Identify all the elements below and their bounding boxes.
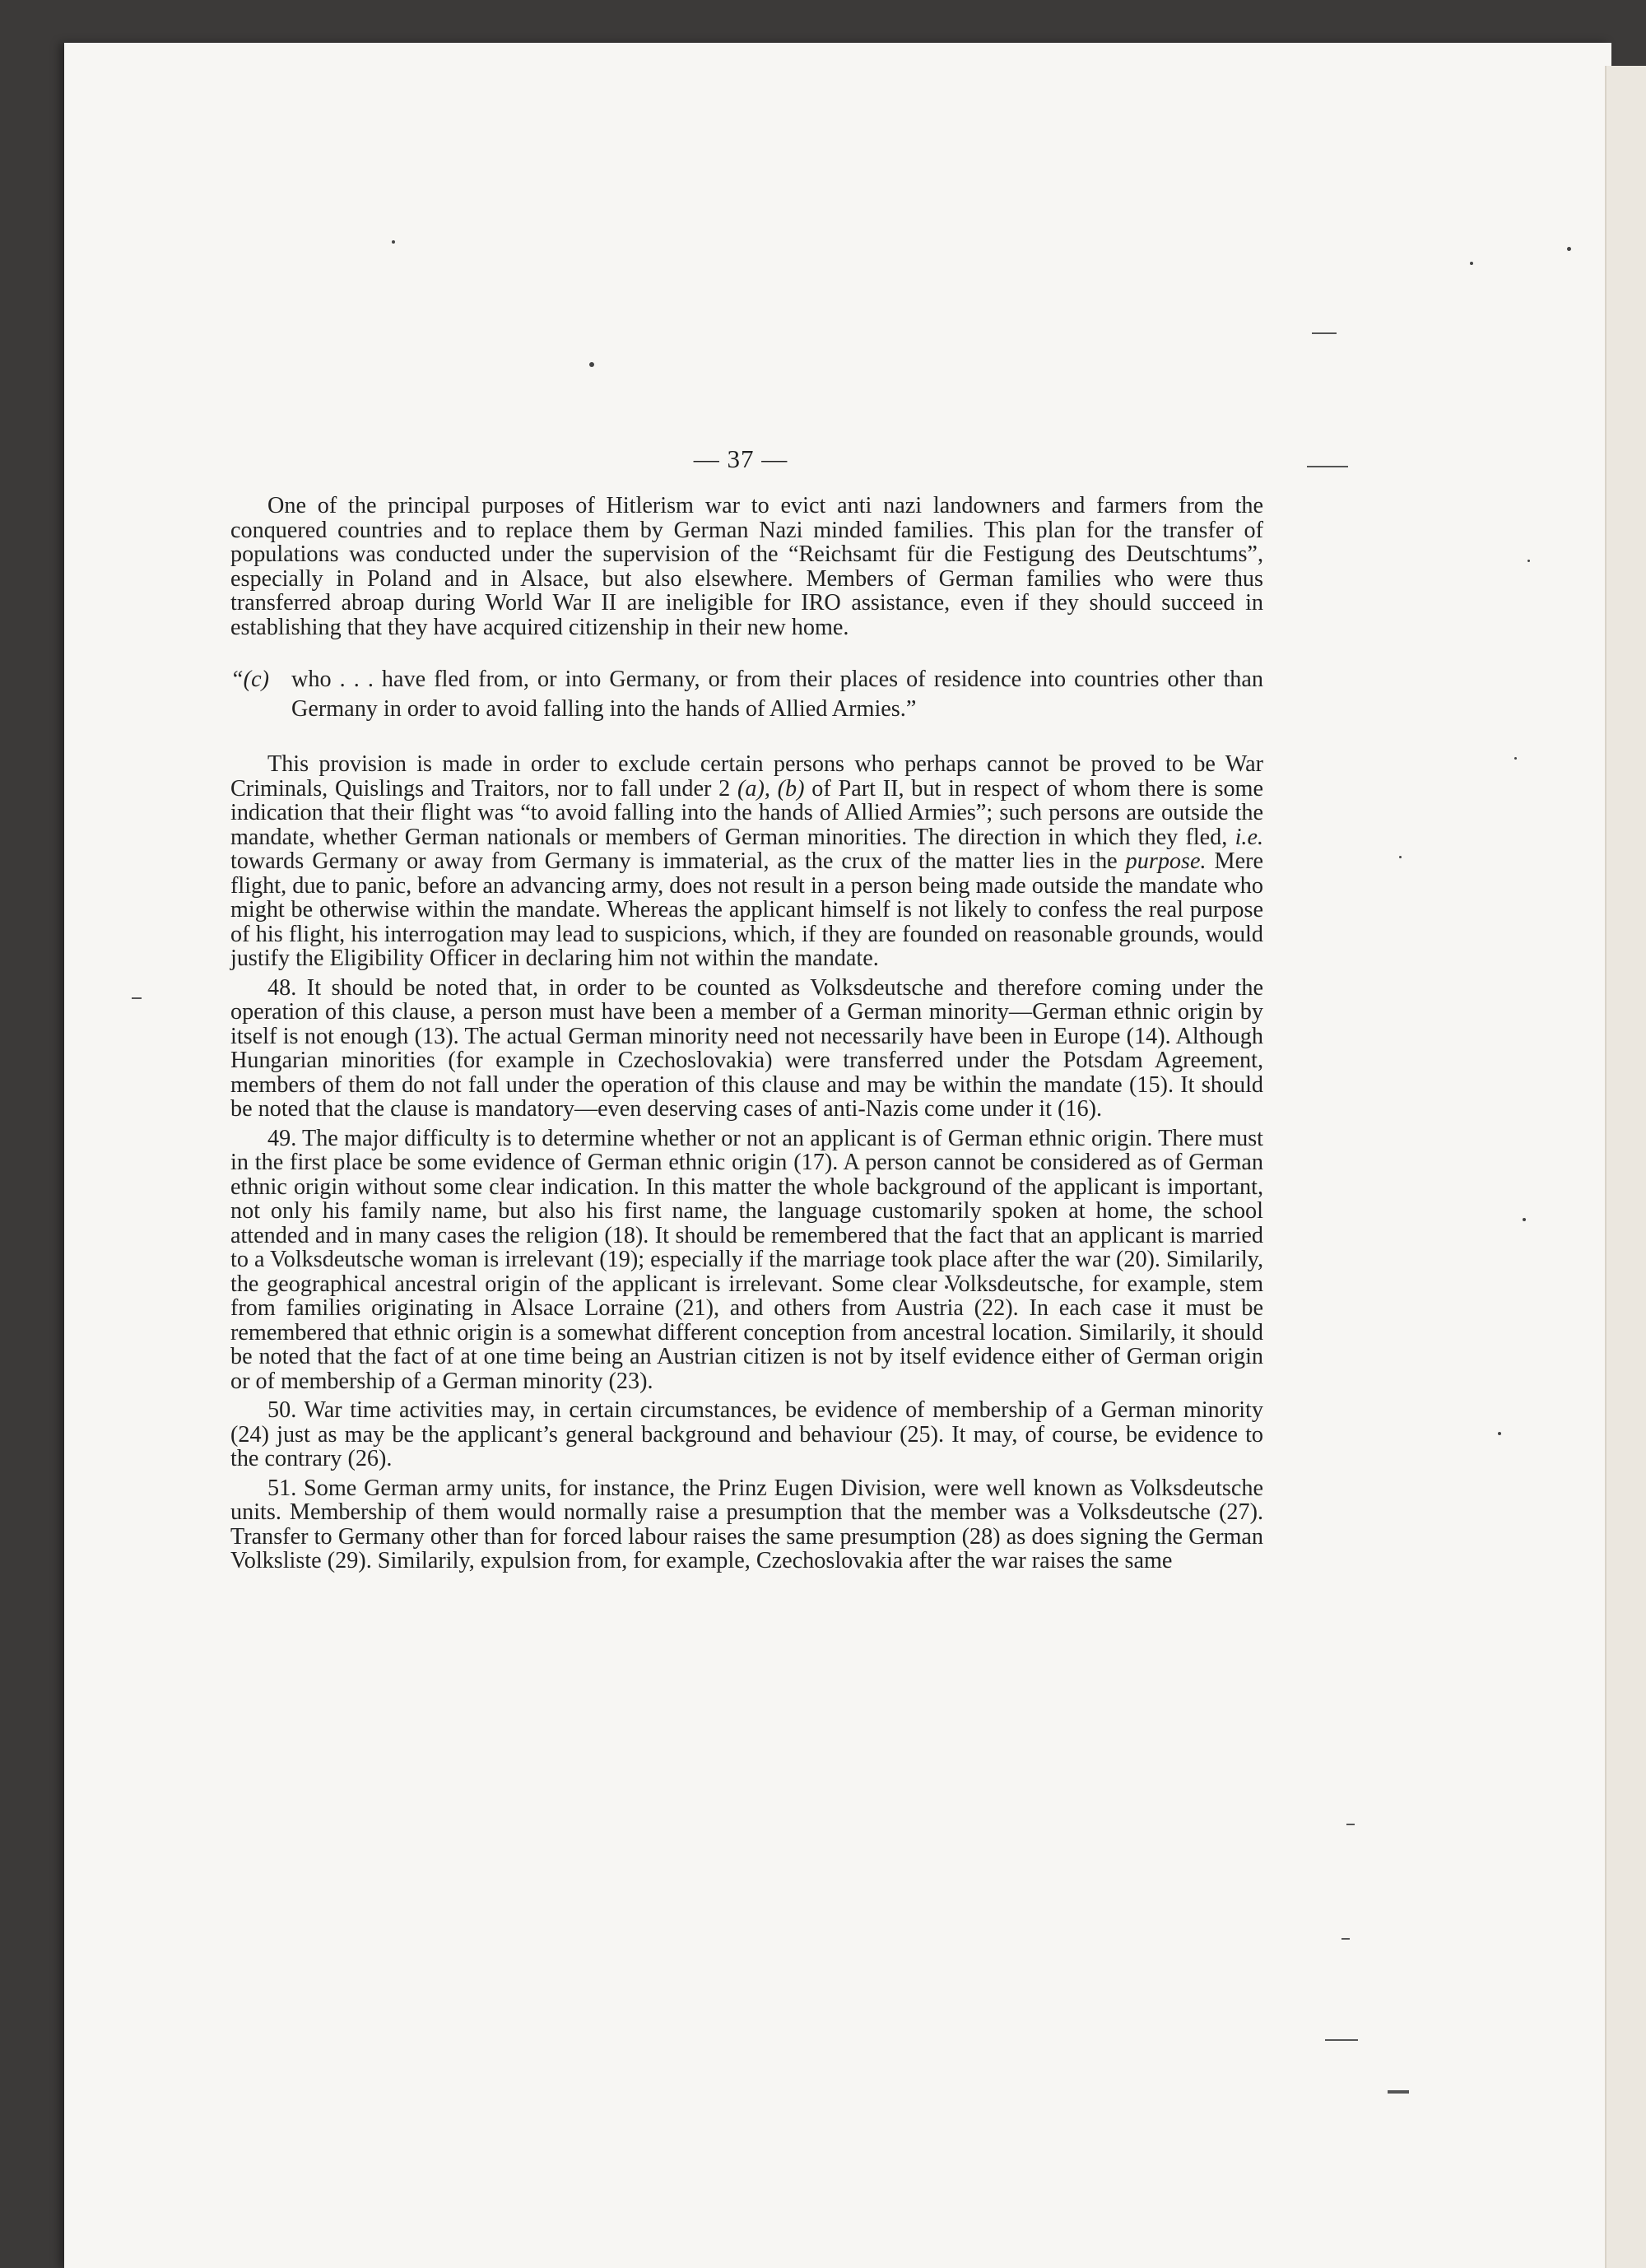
provision-ref-ab: (a), (b) (737, 775, 805, 802)
paragraph-intro: One of the principal purposes of Hitlerism war to evict anti nazi landowners and farmers from the conquered countries and to replace them by German Nazi minded families. This plan for the transfer of populations was conducted under the supervision of the “Reichsamt für die Festigung des Deutschtums”, especially in Poland and in Alsace, but also elsewhere. Members of German families who were thus transferred abroap during World War II are ineligible for IRO assistance, even if they should succeed in establishing that they have acquired citizenship in their new home. (230, 493, 1263, 640)
scan-speck (1523, 1218, 1526, 1221)
scan-mark (1325, 2039, 1358, 2041)
provision-text-4: Mere flight, due to panic, before an advancing army, does not result in a person being made outside the mandate who might be otherwise within the mandate. Whereas the applicant himself is not likely to confess the real purpose of his flight, his interrogation may lead to suspicions, which, if they are founded on reasonable grounds, would justify the Eligibility Officer in declaring him not within the mandate. (230, 848, 1264, 971)
paragraph-50: 50. War time activities may, in certain circumstances, be evidence of membership of a German minority (24) just as may be the applicant’s general background and behaviour (25). It may, of course, be evidence to the contrary (26). (230, 1397, 1263, 1471)
scan-speck (1514, 757, 1517, 760)
scan-speck (1527, 560, 1530, 562)
provision-purpose: purpose. (1125, 848, 1207, 874)
scan-mark (1312, 332, 1337, 334)
scan-speck (1498, 1432, 1501, 1435)
scan-mark (1388, 2090, 1409, 2094)
scan-mark (1346, 1824, 1355, 1825)
scan-speck (1470, 262, 1473, 265)
scan-speck (1567, 247, 1571, 251)
scan-mark (1341, 1938, 1350, 1940)
provision-text-2: of Part II, but in respect of whom there is some indication that their flight was “to avoid falling into the hands of Allied Armies”; such persons are outside the mandate, whether German nationals or members of German minorities. The direction in which they fled, (230, 775, 1263, 850)
paragraph-49: 49. The major difficulty is to determine whether or not an applicant is of German ethnic origin. There must in the first place be some evidence of German ethnic origin (17). A person cannot be considered as of German ethnic origin without some clear indication. In this matter the whole background of the applicant is important, not only his family name, but also his first name, the language customarily spoken at home, the school attended and in many cases the religion (18). It should be remembered that the fact that an applicant is married to a Volksdeutsche woman is irrelevant (19); especially if the marriage took place after the war (20). Similarily, the geographical ancestral origin of the applicant is irrelevant. Some clear Volksdeutsche, for example, stem from families originating in Alsace Lorraine (21), and others from Austria (22). In each case it must be remembered that ethnic origin is a somewhat different conception from ancestral location. Similarily, it should be noted that the fact of at one time being an Austrian citizen is not by itself evidence either of German origin or of membership of a German minority (23). (230, 1125, 1263, 1394)
clause-text: who . . . have fled from, or into Germany, or from their places of residence into countries other than Germany in order to avoid falling into the hands of Allied Armies.” (291, 667, 1263, 722)
paragraph-48: 48. It should be noted that, in order to be counted as Volksdeutsche and therefore coming under the operation of this clause, a person must have been a member of a German minority—German ethnic origin by itself is not enough (13). The actual German minority need not necessarily have been in Europe (14). Although Hungarian minorities (for example in Czechoslovakia) were transferred under the Potsdam Agreement, members of them do not fall under the operation of this clause and may be within the mandate (15). It should be noted that the clause is mandatory—even deserving cases of anti-Nazis come under it (16). (230, 974, 1263, 1122)
scan-speck (589, 362, 594, 367)
next-page-edge (1605, 66, 1646, 2268)
provision-ie: i.e. (1234, 824, 1264, 850)
paragraph-51: 51. Some German army units, for instance, the Prinz Eugen Division, were well known as Volksdeutsche units. Membership of them would normally raise a presumption that the member was a Volksdeutsche (27). Transfer to Germany other than for forced labour raises the same presumption (28) as does signing the German Volksliste (29). Similarily, expulsion from, for example, Czechoslovakia after the war raises the same (230, 1475, 1263, 1573)
scan-speck (1399, 856, 1402, 858)
provision-text-3: towards Germany or away from Germany is immaterial, as the crux of the matter lies in the (230, 848, 1118, 874)
quoted-clause-c (230, 665, 1263, 724)
scan-mark (1307, 466, 1348, 467)
page-number: — 37 — (693, 444, 788, 473)
clause-marker: “(c) (230, 667, 269, 692)
provision-text-1: This provision is made in order to exclude certain persons who perhaps cannot be proved to be War Criminals, Quislings and Traitors, nor to fall under 2 (230, 751, 1263, 802)
document-body (230, 494, 1263, 1573)
scan-speck (392, 240, 395, 244)
scan-mark (132, 997, 142, 999)
paragraph-provision (230, 752, 1263, 971)
